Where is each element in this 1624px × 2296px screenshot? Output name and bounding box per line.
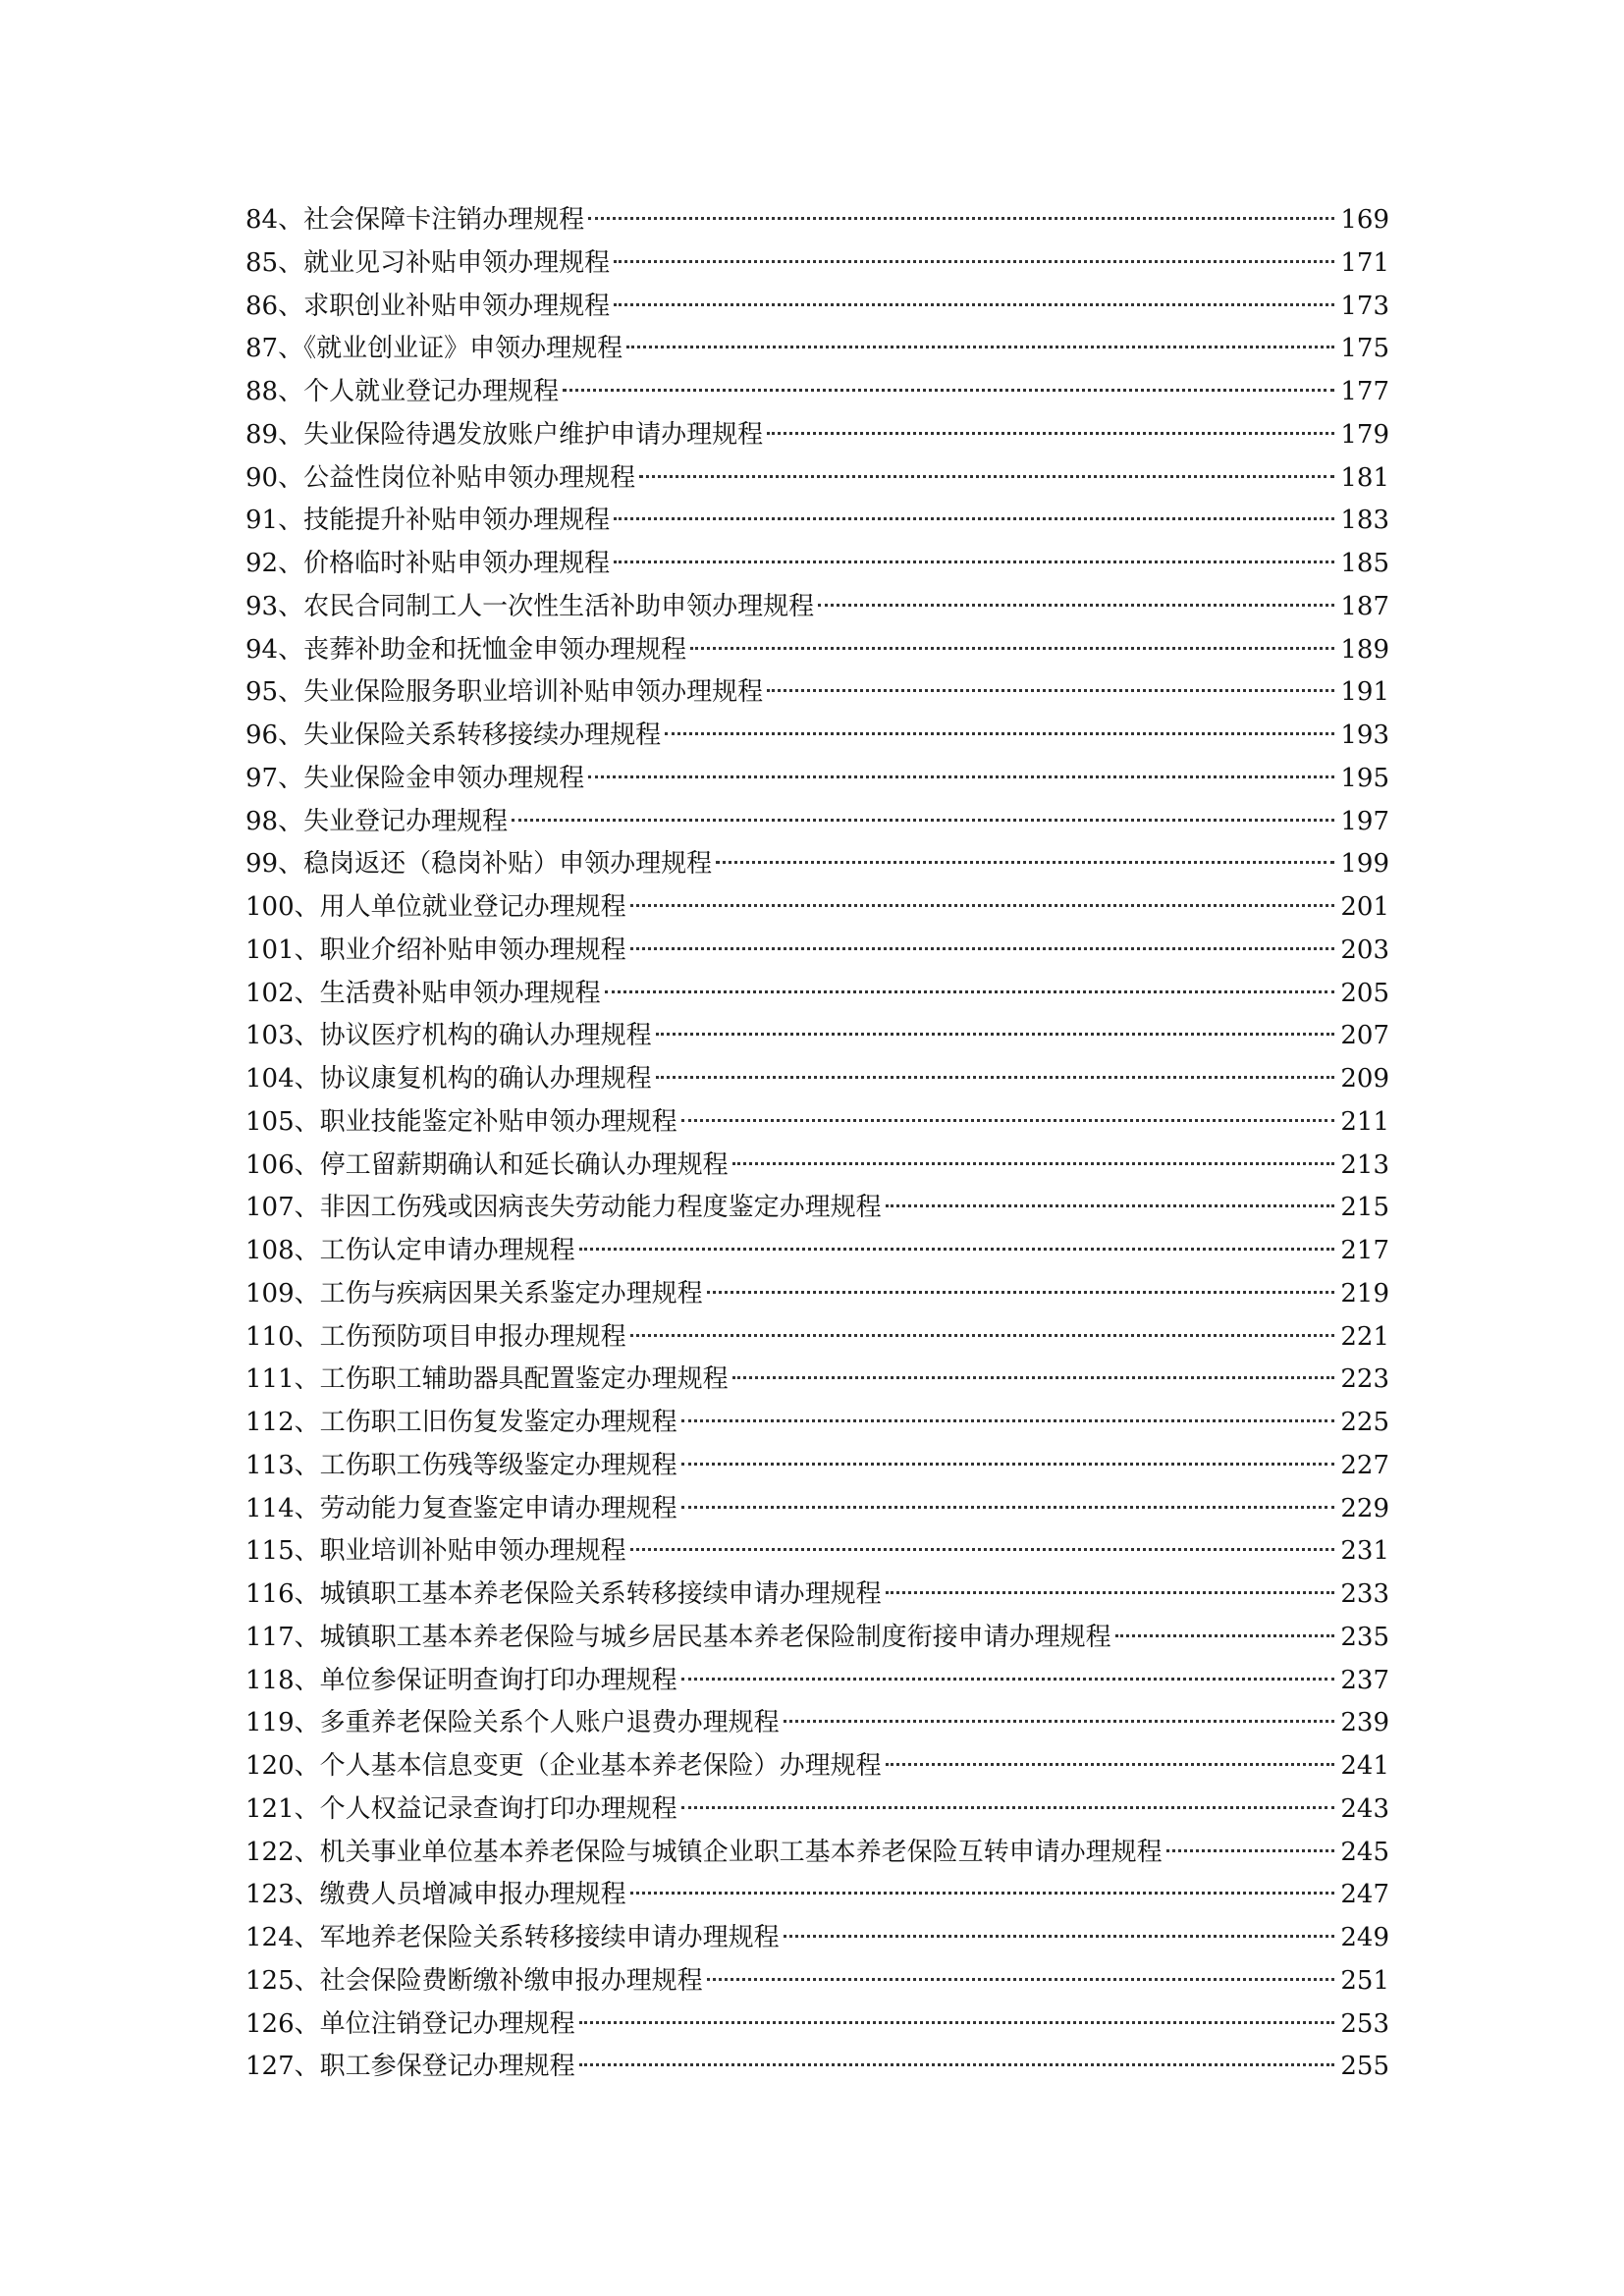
toc-entry[interactable]: [245, 1660, 1389, 1703]
dot-leader: [681, 1463, 1335, 1466]
dot-leader: [732, 1162, 1335, 1165]
dot-leader: [630, 1548, 1335, 1551]
toc-entry-title: 121、个人权益记录查询打印办理规程: [245, 1793, 677, 1824]
toc-entry[interactable]: [245, 1101, 1389, 1145]
toc-entry-page-number: 203: [1340, 934, 1389, 965]
toc-entry-page-number: 233: [1340, 1579, 1389, 1609]
toc-entry-page-number: 241: [1340, 1751, 1389, 1781]
dot-leader: [512, 819, 1334, 822]
toc-entry[interactable]: [245, 1015, 1389, 1058]
dot-leader: [579, 2063, 1335, 2066]
dot-leader: [886, 1204, 1335, 1207]
toc-entry[interactable]: [245, 1230, 1389, 1273]
dot-leader: [767, 432, 1334, 435]
toc-entry[interactable]: [245, 2046, 1389, 2089]
toc-entry[interactable]: [245, 1617, 1389, 1660]
toc-entry-title: 122、机关事业单位基本养老保险与城镇企业职工基本养老保险互转申请办理规程: [245, 1837, 1163, 1867]
toc-entry[interactable]: [245, 1488, 1389, 1531]
toc-entry-page-number: 237: [1340, 1665, 1389, 1695]
toc-entry-page-number: 239: [1340, 1708, 1389, 1738]
toc-entry[interactable]: [245, 286, 1389, 329]
toc-entry-title: 84、社会保障卡注销办理规程: [245, 205, 585, 235]
toc-entry[interactable]: [245, 1832, 1389, 1875]
dot-leader: [588, 775, 1334, 778]
dot-leader: [784, 1720, 1335, 1723]
toc-entry-title: 89、失业保险待遇发放账户维护申请办理规程: [245, 419, 764, 450]
toc-entry[interactable]: [245, 1273, 1389, 1316]
toc-entry-page-number: 187: [1340, 591, 1389, 621]
toc-entry-page-number: 185: [1340, 549, 1389, 578]
dot-leader: [579, 2021, 1335, 2024]
dot-leader: [707, 1291, 1335, 1294]
toc-entry-page-number: 227: [1340, 1450, 1389, 1480]
toc-entry-title: 112、工伤职工旧伤复发鉴定办理规程: [245, 1408, 677, 1437]
dot-leader: [665, 732, 1334, 735]
toc-entry-page-number: 243: [1340, 1793, 1389, 1824]
toc-entry-page-number: 183: [1340, 506, 1389, 536]
toc-entry-title: 92、价格临时补贴申领办理规程: [245, 549, 611, 578]
dot-leader: [605, 990, 1335, 993]
toc-entry[interactable]: [245, 930, 1389, 973]
dot-leader: [681, 1119, 1335, 1122]
dot-leader: [626, 346, 1334, 348]
toc-entry-page-number: 199: [1340, 849, 1389, 880]
toc-entry-page-number: 213: [1340, 1149, 1389, 1180]
dot-leader: [784, 1935, 1335, 1938]
toc-entry-title: 87、《就业创业证》申领办理规程: [245, 334, 623, 364]
toc-entry[interactable]: [245, 586, 1389, 629]
toc-entry[interactable]: [245, 242, 1389, 286]
toc-entry-title: 118、单位参保证明查询打印办理规程: [245, 1665, 677, 1695]
toc-entry[interactable]: [245, 801, 1389, 844]
dot-leader: [639, 475, 1334, 478]
toc-entry[interactable]: [245, 199, 1389, 242]
toc-entry[interactable]: [245, 1960, 1389, 2003]
dot-leader: [614, 260, 1334, 263]
dot-leader: [588, 217, 1334, 220]
toc-entry-title: 110、工伤预防项目申报办理规程: [245, 1321, 626, 1352]
toc-entry-title: 113、工伤职工伤残等级鉴定办理规程: [245, 1450, 677, 1480]
toc-entry-title: 109、工伤与疾病因果关系鉴定办理规程: [245, 1278, 703, 1308]
toc-entry-title: 125、社会保险费断缴补缴申报办理规程: [245, 1965, 703, 1996]
toc-entry[interactable]: [245, 715, 1389, 758]
dot-leader: [1166, 1849, 1335, 1852]
dot-leader: [630, 947, 1335, 950]
toc-entry[interactable]: [245, 1058, 1389, 1101]
toc-entry[interactable]: [245, 1702, 1389, 1745]
toc-entry-page-number: 193: [1340, 721, 1389, 750]
toc-entry-title: 106、停工留薪期确认和延长确认办理规程: [245, 1149, 729, 1180]
toc-entry-title: 94、丧葬补助金和抚恤金申领办理规程: [245, 634, 687, 665]
toc-entry-page-number: 215: [1340, 1193, 1389, 1223]
toc-entry-page-number: 197: [1340, 806, 1389, 836]
toc-entry[interactable]: [245, 414, 1389, 457]
toc-entry[interactable]: [245, 1359, 1389, 1402]
toc-entry[interactable]: [245, 1187, 1389, 1230]
dot-leader: [818, 604, 1334, 607]
toc-entry-page-number: 169: [1340, 205, 1389, 235]
table-of-contents: [245, 199, 1389, 2089]
toc-entry-title: 117、城镇职工基本养老保险与城乡居民基本养老保险制度衔接申请办理规程: [245, 1622, 1111, 1652]
toc-entry-page-number: 173: [1340, 291, 1389, 321]
toc-entry-page-number: 253: [1340, 2008, 1389, 2039]
dot-leader: [732, 1376, 1335, 1379]
toc-entry-title: 98、失业登记办理规程: [245, 806, 509, 836]
toc-entry-page-number: 181: [1340, 462, 1389, 493]
toc-entry-title: 90、公益性岗位补贴申领办理规程: [245, 462, 636, 493]
toc-entry-title: 124、军地养老保险关系转移接续申请办理规程: [245, 1923, 780, 1952]
toc-entry[interactable]: [245, 2003, 1389, 2047]
toc-entry[interactable]: [245, 1530, 1389, 1574]
dot-leader: [681, 1506, 1335, 1509]
toc-entry-title: 97、失业保险金申领办理规程: [245, 763, 585, 793]
dot-leader: [1115, 1634, 1335, 1637]
toc-entry-page-number: 209: [1340, 1064, 1389, 1094]
toc-entry-page-number: 231: [1340, 1536, 1389, 1567]
toc-entry-page-number: 211: [1340, 1106, 1389, 1137]
dot-leader: [707, 1978, 1335, 1981]
toc-entry-title: 114、劳动能力复查鉴定申请办理规程: [245, 1493, 677, 1523]
toc-entry-page-number: 179: [1340, 419, 1389, 450]
toc-entry-page-number: 221: [1340, 1321, 1389, 1352]
dot-leader: [563, 389, 1334, 392]
toc-entry-page-number: 235: [1340, 1622, 1389, 1652]
toc-entry[interactable]: [245, 1145, 1389, 1188]
toc-entry-title: 105、职业技能鉴定补贴申领办理规程: [245, 1106, 677, 1137]
toc-entry-title: 116、城镇职工基本养老保险关系转移接续申请办理规程: [245, 1579, 882, 1609]
toc-entry[interactable]: [245, 843, 1389, 886]
dot-leader: [886, 1591, 1335, 1594]
toc-entry[interactable]: [245, 1402, 1389, 1445]
toc-entry-title: 86、求职创业补贴申领办理规程: [245, 291, 611, 321]
toc-entry-title: 103、协议医疗机构的确认办理规程: [245, 1021, 652, 1051]
toc-entry-title: 107、非因工伤残或因病丧失劳动能力程度鉴定办理规程: [245, 1193, 882, 1223]
toc-entry[interactable]: [245, 1445, 1389, 1488]
toc-entry-page-number: 189: [1340, 634, 1389, 665]
toc-entry-page-number: 245: [1340, 1837, 1389, 1867]
toc-entry-page-number: 205: [1340, 978, 1389, 1008]
toc-entry-title: 95、失业保险服务职业培训补贴申领办理规程: [245, 677, 764, 708]
toc-entry-title: 91、技能提升补贴申领办理规程: [245, 506, 611, 536]
toc-entry-page-number: 177: [1340, 377, 1389, 406]
dot-leader: [681, 1806, 1335, 1809]
toc-entry-title: 127、职工参保登记办理规程: [245, 2052, 575, 2082]
toc-entry-page-number: 219: [1340, 1278, 1389, 1308]
toc-entry[interactable]: [245, 328, 1389, 371]
dot-leader: [656, 1033, 1335, 1036]
toc-entry-page-number: 251: [1340, 1965, 1389, 1996]
dot-leader: [614, 561, 1334, 563]
toc-entry-title: 108、工伤认定申请办理规程: [245, 1236, 575, 1265]
toc-entry-title: 100、用人单位就业登记办理规程: [245, 892, 626, 922]
toc-entry[interactable]: [245, 1917, 1389, 1960]
toc-entry[interactable]: [245, 671, 1389, 715]
dot-leader: [614, 517, 1334, 520]
toc-entry-page-number: 195: [1340, 763, 1389, 793]
toc-entry-page-number: 249: [1340, 1923, 1389, 1952]
toc-entry-page-number: 207: [1340, 1021, 1389, 1051]
toc-entry-page-number: 201: [1340, 892, 1389, 922]
toc-entry-title: 85、就业见习补贴申领办理规程: [245, 247, 611, 278]
toc-entry[interactable]: [245, 371, 1389, 414]
dot-leader: [630, 1892, 1335, 1895]
toc-entry[interactable]: [245, 543, 1389, 586]
toc-entry-page-number: 255: [1340, 2052, 1389, 2082]
toc-entry-title: 126、单位注销登记办理规程: [245, 2008, 575, 2039]
toc-entry-title: 104、协议康复机构的确认办理规程: [245, 1064, 652, 1094]
dot-leader: [690, 647, 1334, 650]
toc-entry-title: 115、职业培训补贴申领办理规程: [245, 1536, 626, 1567]
toc-entry[interactable]: [245, 457, 1389, 501]
toc-entry-title: 102、生活费补贴申领办理规程: [245, 978, 601, 1008]
dot-leader: [681, 1419, 1335, 1422]
toc-entry-page-number: 175: [1340, 334, 1389, 364]
toc-entry-title: 119、多重养老保险关系个人账户退费办理规程: [245, 1708, 780, 1738]
toc-entry-title: 120、个人基本信息变更（企业基本养老保险）办理规程: [245, 1751, 882, 1781]
toc-entry[interactable]: [245, 500, 1389, 543]
toc-entry-page-number: 191: [1340, 677, 1389, 708]
toc-entry[interactable]: [245, 886, 1389, 930]
toc-entry[interactable]: [245, 1574, 1389, 1617]
toc-entry-page-number: 223: [1340, 1364, 1389, 1395]
dot-leader: [656, 1076, 1335, 1079]
dot-leader: [579, 1248, 1335, 1251]
toc-entry[interactable]: [245, 1874, 1389, 1917]
toc-entry-page-number: 225: [1340, 1408, 1389, 1437]
toc-entry[interactable]: [245, 1789, 1389, 1832]
dot-leader: [886, 1763, 1335, 1766]
toc-entry[interactable]: [245, 629, 1389, 672]
toc-entry-title: 111、工伤职工辅助器具配置鉴定办理规程: [245, 1364, 729, 1395]
toc-entry-title: 101、职业介绍补贴申领办理规程: [245, 934, 626, 965]
toc-entry-title: 123、缴费人员增减申报办理规程: [245, 1880, 626, 1910]
toc-entry[interactable]: [245, 758, 1389, 801]
dot-leader: [614, 303, 1334, 306]
dot-leader: [630, 1334, 1335, 1337]
toc-entry-page-number: 171: [1340, 247, 1389, 278]
dot-leader: [767, 689, 1334, 692]
toc-entry-page-number: 247: [1340, 1880, 1389, 1910]
toc-entry-title: 93、农民合同制工人一次性生活补助申领办理规程: [245, 591, 815, 621]
dot-leader: [681, 1678, 1335, 1681]
toc-entry-page-number: 229: [1340, 1493, 1389, 1523]
toc-entry-page-number: 217: [1340, 1236, 1389, 1265]
toc-entry-title: 99、稳岗返还（稳岗补贴）申领办理规程: [245, 849, 713, 880]
toc-entry[interactable]: [245, 1316, 1389, 1360]
toc-entry[interactable]: [245, 1745, 1389, 1789]
toc-entry-title: 96、失业保险关系转移接续办理规程: [245, 721, 662, 750]
toc-entry[interactable]: [245, 973, 1389, 1016]
toc-entry-title: 88、个人就业登记办理规程: [245, 377, 560, 406]
dot-leader: [716, 861, 1334, 864]
dot-leader: [630, 904, 1335, 907]
